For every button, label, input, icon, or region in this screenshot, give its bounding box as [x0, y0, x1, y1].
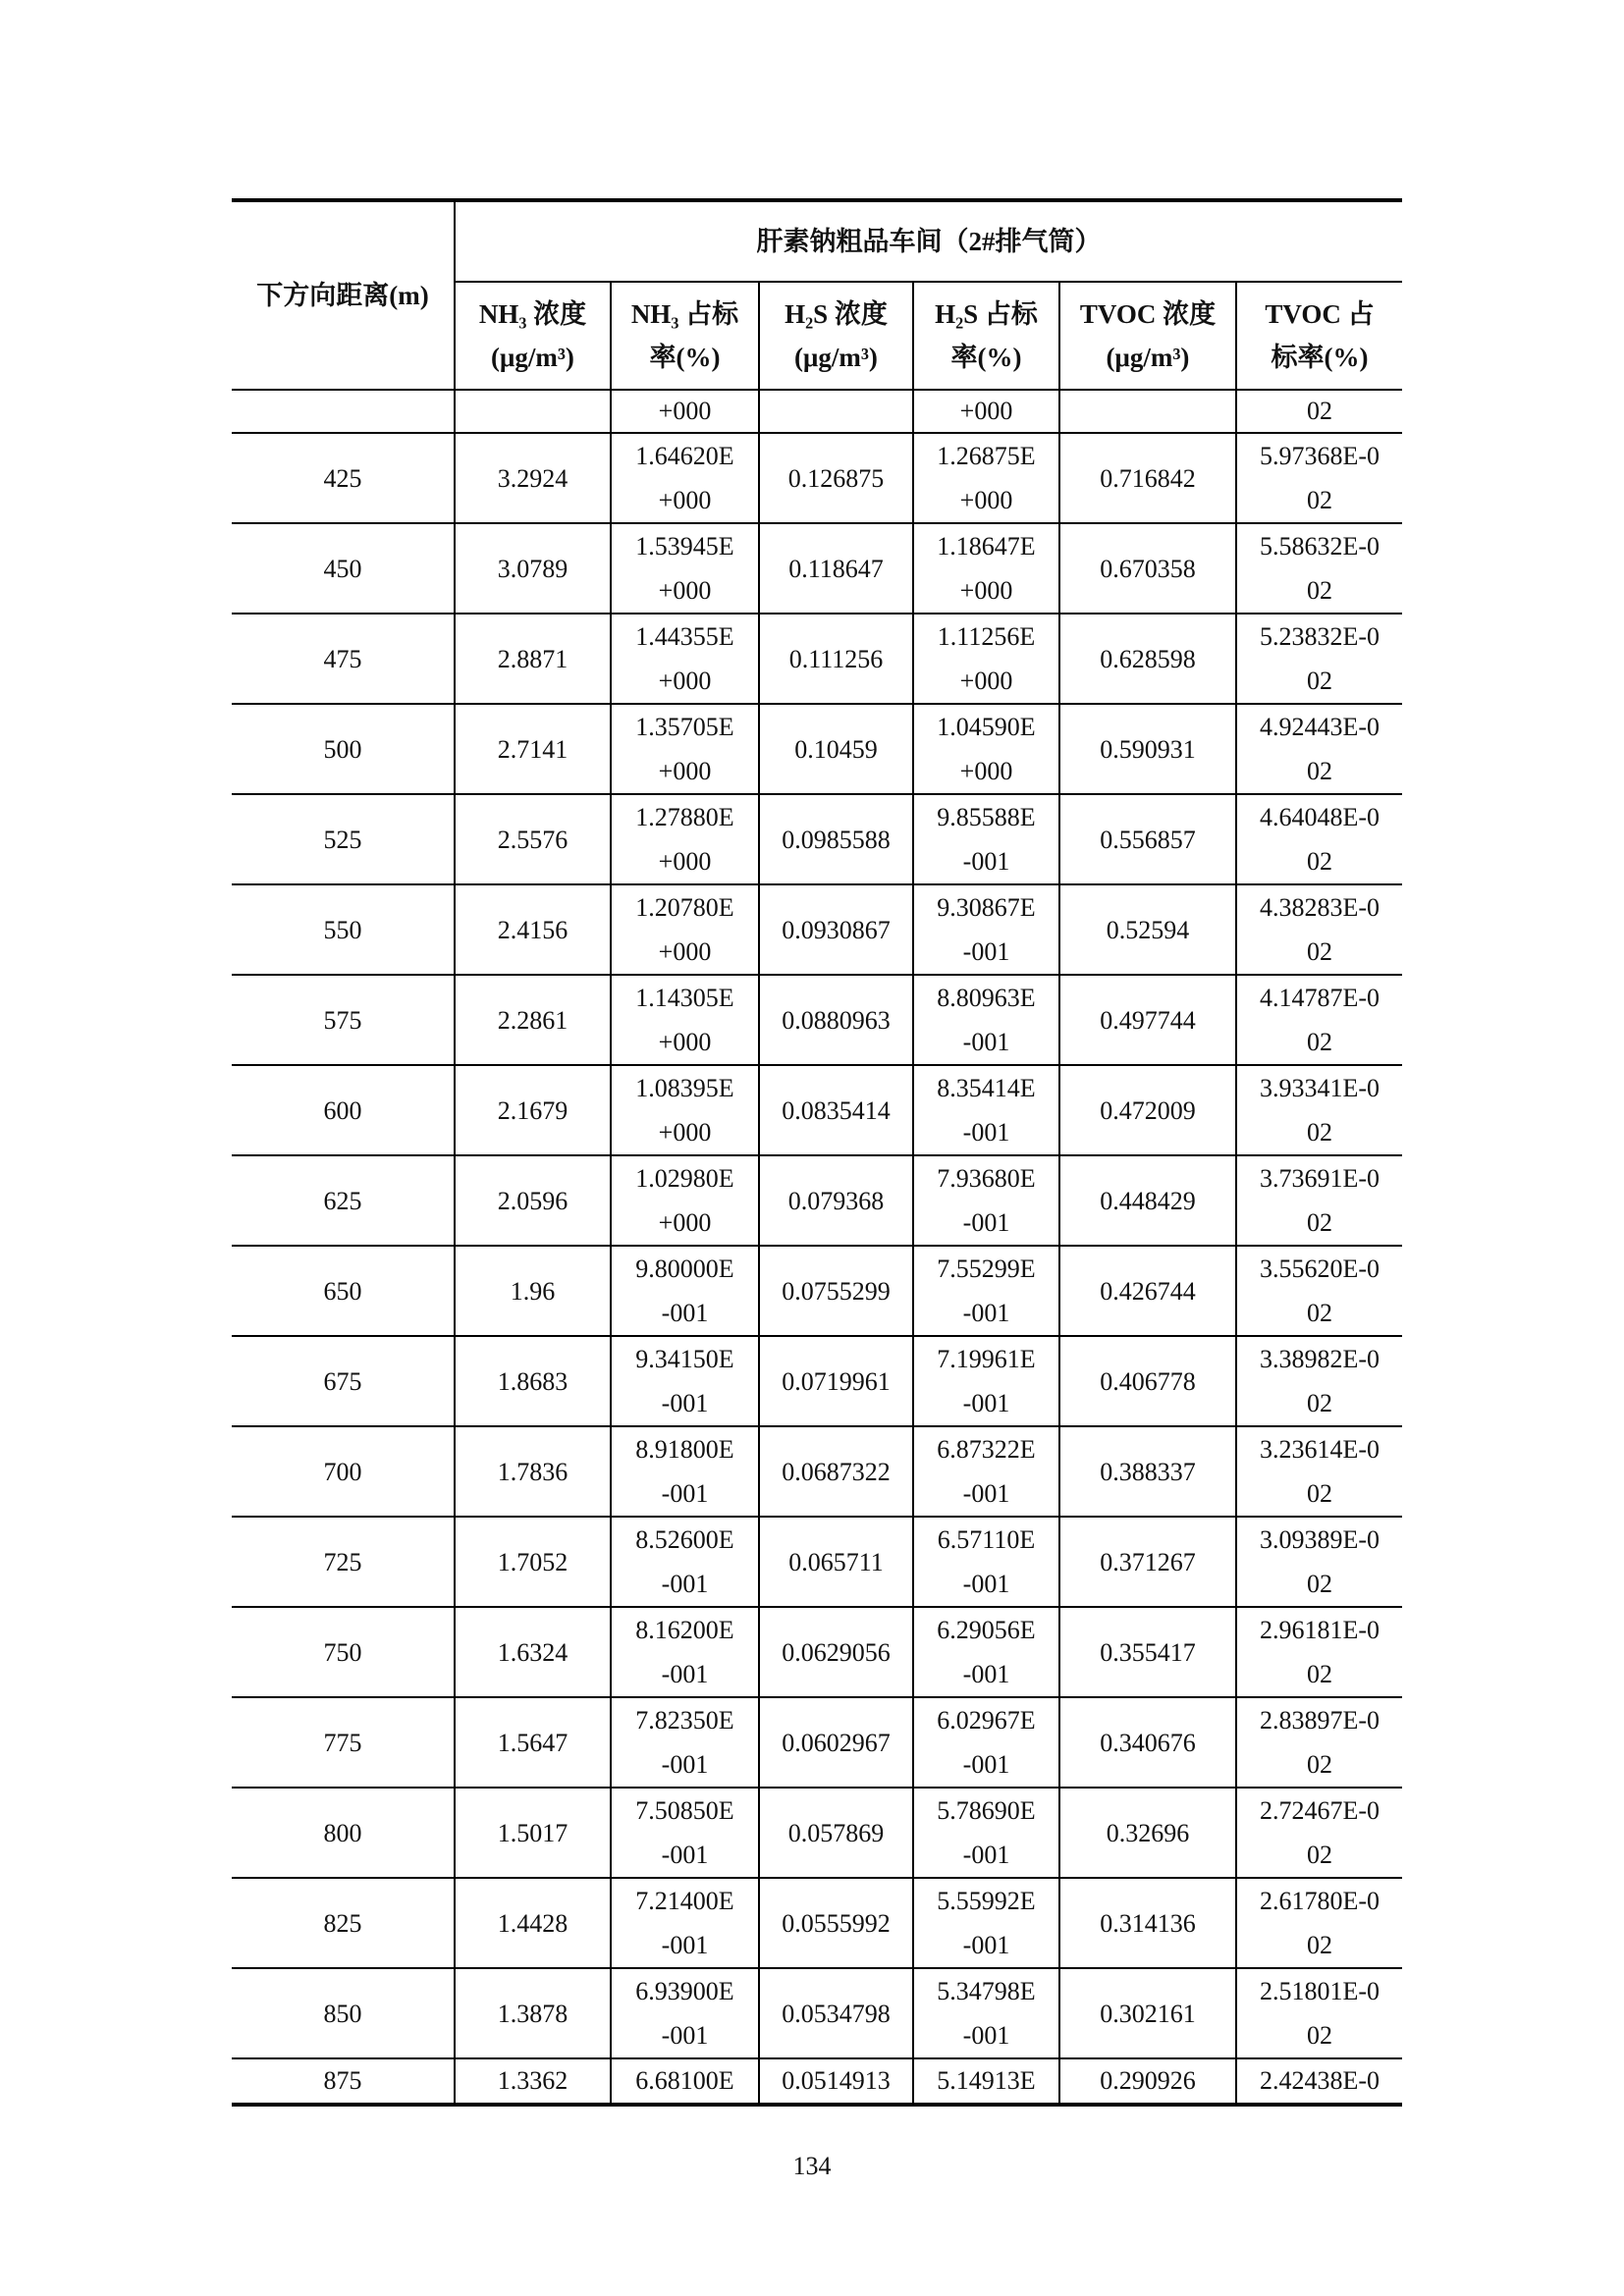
cell-line: 1.35705E [635, 713, 734, 741]
table-cell [611, 1697, 759, 1788]
table-cell: 6.68100E [611, 2058, 759, 2105]
table-cell [913, 523, 1059, 614]
table-cell [913, 614, 1059, 704]
cell-line: +000 [658, 486, 712, 514]
table-cell: 575 [232, 975, 455, 1065]
table-cell [1236, 523, 1402, 614]
table-row [232, 794, 1402, 884]
table-cell [1236, 794, 1402, 884]
table-cell [1236, 1607, 1402, 1697]
table-cell [611, 1968, 759, 2058]
table-cell: 1.7052 [455, 1517, 611, 1607]
table-cell [611, 794, 759, 884]
table-cell: 0.497744 [1059, 975, 1236, 1065]
table-cell: 0.371267 [1059, 1517, 1236, 1607]
cell-line: +000 [959, 757, 1013, 785]
table-cell: 825 [232, 1878, 455, 1968]
table-row [232, 1788, 1402, 1878]
cell-line: 7.82350E [635, 1706, 734, 1735]
table-cell: 0.0534798 [759, 1968, 913, 2058]
table-cell [611, 1878, 759, 1968]
cell-line: -001 [962, 1931, 1010, 1959]
cell-line: 02 [1307, 1570, 1333, 1598]
table-cell [913, 1065, 1059, 1155]
table-cell: 0.290926 [1059, 2058, 1236, 2105]
table-cell: 1.8683 [455, 1336, 611, 1426]
cell-line: 1.27880E [635, 803, 734, 831]
cell-line: 7.21400E [635, 1887, 734, 1915]
table-cell: 525 [232, 794, 455, 884]
table-cell: 0.590931 [1059, 704, 1236, 794]
table-row [232, 1155, 1402, 1246]
table-cell [1236, 1155, 1402, 1246]
table-cell: 1.96 [455, 1246, 611, 1336]
table-cell [611, 433, 759, 523]
cell-line: 2.72467E-0 [1260, 1796, 1380, 1825]
table-cell [611, 1517, 759, 1607]
table-cell [1236, 614, 1402, 704]
table-cell [913, 1968, 1059, 2058]
table-cell: 0.314136 [1059, 1878, 1236, 1968]
cell-line: 02 [1307, 847, 1333, 876]
table-cell: 0.340676 [1059, 1697, 1236, 1788]
cell-line: 1.44355E [635, 622, 734, 651]
table-cell [611, 1246, 759, 1336]
table-cell: +000 [913, 390, 1059, 433]
table-cell: 800 [232, 1788, 455, 1878]
table-cell: 0.065711 [759, 1517, 913, 1607]
table-cell: 0.556857 [1059, 794, 1236, 884]
table-cell: 02 [1236, 390, 1402, 433]
cell-line: -001 [962, 2021, 1010, 2050]
cell-line: +000 [658, 1118, 712, 1147]
table-cell [455, 390, 611, 433]
table-cell: 0.126875 [759, 433, 913, 523]
cell-line: 4.92443E-0 [1260, 713, 1380, 741]
col-header-nh3-ratio: NH₃ 占标 率(%) [611, 282, 759, 390]
table-cell: 450 [232, 523, 455, 614]
col-header-h2s-ratio: H₂S 占标 率(%) [913, 282, 1059, 390]
col-header-tvoc-conc: TVOC 浓度 (μg/m³) [1059, 282, 1236, 390]
cell-line: 02 [1307, 576, 1333, 605]
table-cell: 2.42438E-0 [1236, 2058, 1402, 2105]
cell-line: 02 [1307, 1841, 1333, 1869]
cell-line: 5.97368E-0 [1260, 442, 1380, 470]
table-cell [1236, 1246, 1402, 1336]
table-cell: 0.118647 [759, 523, 913, 614]
table-cell [611, 1607, 759, 1697]
cell-line: 3.93341E-0 [1260, 1074, 1380, 1102]
cell-line: 02 [1307, 1931, 1333, 1959]
cell-line: 6.87322E [937, 1435, 1036, 1464]
cell-line: 4.38283E-0 [1260, 893, 1380, 922]
table-cell [1236, 1968, 1402, 2058]
cell-line: 1.11256E [937, 622, 1036, 651]
table-row [232, 1065, 1402, 1155]
cell-line: 2.83897E-0 [1260, 1706, 1380, 1735]
cell-line: -001 [661, 1299, 709, 1327]
table-cell [611, 1336, 759, 1426]
table-cell [913, 704, 1059, 794]
cell-line: 6.29056E [937, 1616, 1036, 1644]
table-row [232, 523, 1402, 614]
cell-line: 1.02980E [635, 1164, 734, 1193]
cell-line: +000 [658, 757, 712, 785]
cell-line: 1.64620E [635, 442, 734, 470]
table-cell: 2.0596 [455, 1155, 611, 1246]
table-cell [611, 1426, 759, 1517]
table-cell: 0.388337 [1059, 1426, 1236, 1517]
cell-line: 02 [1307, 1028, 1333, 1056]
dispersion-table [232, 198, 1402, 2107]
table-cell [611, 1155, 759, 1246]
cell-line: 6.93900E [635, 1977, 734, 2005]
cell-line: -001 [661, 1931, 709, 1959]
cell-line: 9.30867E [937, 893, 1036, 922]
cell-line: -001 [962, 1750, 1010, 1779]
cell-line: -001 [962, 1118, 1010, 1147]
cell-line: -001 [962, 1208, 1010, 1237]
cell-line: 3.09389E-0 [1260, 1525, 1380, 1554]
table-cell [913, 1697, 1059, 1788]
table-cell: 1.3362 [455, 2058, 611, 2105]
cell-line: 1.53945E [635, 532, 734, 561]
table-row [232, 1336, 1402, 1426]
cell-line: 5.34798E [937, 1977, 1036, 2005]
table-row [232, 614, 1402, 704]
cell-line: -001 [962, 1570, 1010, 1598]
cell-line: 3.73691E-0 [1260, 1164, 1380, 1193]
table-cell: 2.5576 [455, 794, 611, 884]
table-row [232, 2058, 1402, 2105]
table-cell: 2.4156 [455, 884, 611, 975]
cell-line: 3.38982E-0 [1260, 1345, 1380, 1373]
table-cell: 850 [232, 1968, 455, 2058]
table-cell [1059, 390, 1236, 433]
table-cell: 0.52594 [1059, 884, 1236, 975]
table-cell: 500 [232, 704, 455, 794]
table-cell: 2.2861 [455, 975, 611, 1065]
cell-line: 02 [1307, 1208, 1333, 1237]
cell-line: 02 [1307, 1479, 1333, 1508]
cell-line: 4.64048E-0 [1260, 803, 1380, 831]
table-cell [611, 1065, 759, 1155]
cell-line: 6.02967E [937, 1706, 1036, 1735]
cell-line: +000 [658, 576, 712, 605]
table-cell: 0.079368 [759, 1155, 913, 1246]
table-cell: 775 [232, 1697, 455, 1788]
cell-line: 7.50850E [635, 1796, 734, 1825]
table-cell: 0.355417 [1059, 1607, 1236, 1697]
table-cell [1236, 1065, 1402, 1155]
cell-line: 1.26875E [937, 442, 1036, 470]
col-header-tvoc-ratio: TVOC 占 标率(%) [1236, 282, 1402, 390]
table-cell: 0.0602967 [759, 1697, 913, 1788]
cell-line: 02 [1307, 486, 1333, 514]
cell-line: -001 [661, 1389, 709, 1417]
table-cell [913, 1788, 1059, 1878]
table-cell [611, 1788, 759, 1878]
table-cell: 0.0629056 [759, 1607, 913, 1697]
table-row [232, 1426, 1402, 1517]
table-cell: 725 [232, 1517, 455, 1607]
table-cell: 1.7836 [455, 1426, 611, 1517]
cell-line: 9.80000E [635, 1255, 734, 1283]
table-cell: 3.0789 [455, 523, 611, 614]
cell-line: 7.93680E [937, 1164, 1036, 1193]
table-cell: 0.448429 [1059, 1155, 1236, 1246]
table-cell: 650 [232, 1246, 455, 1336]
table-cell: 675 [232, 1336, 455, 1426]
table-cell: 0.670358 [1059, 523, 1236, 614]
cell-line: 5.78690E [937, 1796, 1036, 1825]
cell-line: 8.80963E [937, 984, 1036, 1012]
table-cell [913, 1426, 1059, 1517]
table-cell [1236, 975, 1402, 1065]
cell-line: 2.61780E-0 [1260, 1887, 1380, 1915]
cell-line: +000 [959, 486, 1013, 514]
cell-line: 5.58632E-0 [1260, 532, 1380, 561]
page-number: 134 [792, 2152, 832, 2180]
table-row [232, 433, 1402, 523]
cell-line: +000 [658, 937, 712, 966]
cell-line: 02 [1307, 1299, 1333, 1327]
table-cell [611, 523, 759, 614]
row-header-distance: 下方向距离(m) [232, 200, 455, 390]
table-cell: 1.5647 [455, 1697, 611, 1788]
table-cell: 0.716842 [1059, 433, 1236, 523]
table-cell [913, 1155, 1059, 1246]
table-cell: 2.7141 [455, 704, 611, 794]
cell-line: 3.23614E-0 [1260, 1435, 1380, 1464]
table-cell: 0.406778 [1059, 1336, 1236, 1426]
table-cell: 425 [232, 433, 455, 523]
table-cell: 700 [232, 1426, 455, 1517]
cell-line: 1.14305E [635, 984, 734, 1012]
cell-line: 8.52600E [635, 1525, 734, 1554]
table-row [232, 1607, 1402, 1697]
table-cell: 600 [232, 1065, 455, 1155]
table-row [232, 1517, 1402, 1607]
cell-line: 1.04590E [937, 713, 1036, 741]
table-cell [1236, 884, 1402, 975]
table-cell: 0.472009 [1059, 1065, 1236, 1155]
cell-line: -001 [962, 1299, 1010, 1327]
table-cell [913, 884, 1059, 975]
cell-line: 9.85588E [937, 803, 1036, 831]
table-cell: +000 [611, 390, 759, 433]
cell-line: 02 [1307, 1118, 1333, 1147]
table-cell: 5.14913E [913, 2058, 1059, 2105]
table-row [232, 975, 1402, 1065]
cell-line: 8.35414E [937, 1074, 1036, 1102]
table-cell [1236, 1517, 1402, 1607]
cell-line: 4.14787E-0 [1260, 984, 1380, 1012]
table-cell: 1.3878 [455, 1968, 611, 2058]
table-cell: 0.0755299 [759, 1246, 913, 1336]
cell-line: -001 [962, 1660, 1010, 1688]
cell-line: -001 [962, 847, 1010, 876]
table-row [232, 704, 1402, 794]
cell-line: 5.23832E-0 [1260, 622, 1380, 651]
cell-line: 7.55299E [937, 1255, 1036, 1283]
cell-line: -001 [661, 1570, 709, 1598]
col-header-nh3-conc: NH₃ 浓度 (μg/m³) [455, 282, 611, 390]
table-cell [611, 614, 759, 704]
table-cell: 1.4428 [455, 1878, 611, 1968]
table-row [232, 1968, 1402, 2058]
table-row [232, 1878, 1402, 1968]
table-cell [611, 975, 759, 1065]
table-cell [232, 390, 455, 433]
cell-line: 3.55620E-0 [1260, 1255, 1380, 1283]
cell-line: -001 [962, 1028, 1010, 1056]
table-cell [759, 390, 913, 433]
table-row [232, 884, 1402, 975]
cell-line: -001 [661, 1750, 709, 1779]
table-cell [913, 1336, 1059, 1426]
table-cell [913, 1607, 1059, 1697]
table-cell: 0.0930867 [759, 884, 913, 975]
cell-line: 2.96181E-0 [1260, 1616, 1380, 1644]
cell-line: 02 [1307, 1389, 1333, 1417]
group-title: 肝素钠粗品车间（2#排气筒） [455, 200, 1402, 282]
table-cell: 0.0835414 [759, 1065, 913, 1155]
cell-line: +000 [658, 1028, 712, 1056]
cell-line: 8.91800E [635, 1435, 734, 1464]
cell-line: 02 [1307, 1660, 1333, 1688]
header-row-group [232, 200, 1402, 282]
cell-line: -001 [962, 937, 1010, 966]
cell-line: -001 [962, 1389, 1010, 1417]
table-cell: 875 [232, 2058, 455, 2105]
cell-line: 1.20780E [635, 893, 734, 922]
table-cell: 0.057869 [759, 1788, 913, 1878]
table-cell: 0.10459 [759, 704, 913, 794]
cell-line: 02 [1307, 757, 1333, 785]
table-cell: 1.6324 [455, 1607, 611, 1697]
cell-line: 9.34150E [635, 1345, 734, 1373]
cell-line: -001 [962, 1841, 1010, 1869]
table-cell [913, 975, 1059, 1065]
table-cell: 1.5017 [455, 1788, 611, 1878]
table-cell [611, 704, 759, 794]
table-cell [1236, 1697, 1402, 1788]
table-cell: 2.8871 [455, 614, 611, 704]
table-row-continued [232, 390, 1402, 433]
table-cell: 0.32696 [1059, 1788, 1236, 1878]
table-cell [1236, 1426, 1402, 1517]
cell-line: -001 [962, 1479, 1010, 1508]
cell-line: 6.57110E [937, 1525, 1036, 1554]
table-cell: 0.0555992 [759, 1878, 913, 1968]
table-cell [611, 884, 759, 975]
table-cell: 475 [232, 614, 455, 704]
cell-line: -001 [661, 1841, 709, 1869]
cell-line: +000 [658, 667, 712, 695]
table-cell: 0.0985588 [759, 794, 913, 884]
table-row [232, 1246, 1402, 1336]
table-cell [913, 1517, 1059, 1607]
table-cell: 0.0880963 [759, 975, 913, 1065]
col-header-h2s-conc: H₂S 浓度 (μg/m³) [759, 282, 913, 390]
cell-line: -001 [661, 1479, 709, 1508]
cell-line: 02 [1307, 937, 1333, 966]
cell-line: +000 [658, 847, 712, 876]
table-cell [913, 433, 1059, 523]
cell-line: 1.18647E [937, 532, 1036, 561]
cell-line: 2.51801E-0 [1260, 1977, 1380, 2005]
table-cell: 0.0719961 [759, 1336, 913, 1426]
table-cell [1236, 1878, 1402, 1968]
table-cell [1236, 433, 1402, 523]
cell-line: 7.19961E [937, 1345, 1036, 1373]
table-cell: 0.426744 [1059, 1246, 1236, 1336]
cell-line: 1.08395E [635, 1074, 734, 1102]
table-cell [913, 794, 1059, 884]
table-cell: 550 [232, 884, 455, 975]
table-cell: 0.302161 [1059, 1968, 1236, 2058]
table-cell: 750 [232, 1607, 455, 1697]
cell-line: 02 [1307, 667, 1333, 695]
table-row [232, 1697, 1402, 1788]
table-cell: 3.2924 [455, 433, 611, 523]
table-cell: 0.111256 [759, 614, 913, 704]
table-cell [1236, 704, 1402, 794]
table-cell: 0.628598 [1059, 614, 1236, 704]
cell-line: +000 [959, 576, 1013, 605]
table-cell: 0.0687322 [759, 1426, 913, 1517]
table-cell: 0.0514913 [759, 2058, 913, 2105]
table-cell [913, 1878, 1059, 1968]
table-cell [1236, 1336, 1402, 1426]
cell-line: -001 [661, 2021, 709, 2050]
table-cell: 2.1679 [455, 1065, 611, 1155]
table-cell: 625 [232, 1155, 455, 1246]
cell-line: 5.55992E [937, 1887, 1036, 1915]
cell-line: 02 [1307, 2021, 1333, 2050]
cell-line: +000 [658, 1208, 712, 1237]
cell-line: +000 [959, 667, 1013, 695]
cell-line: 02 [1307, 1750, 1333, 1779]
table-cell [913, 1246, 1059, 1336]
table-cell [1236, 1788, 1402, 1878]
cell-line: -001 [661, 1660, 709, 1688]
cell-line: 8.16200E [635, 1616, 734, 1644]
